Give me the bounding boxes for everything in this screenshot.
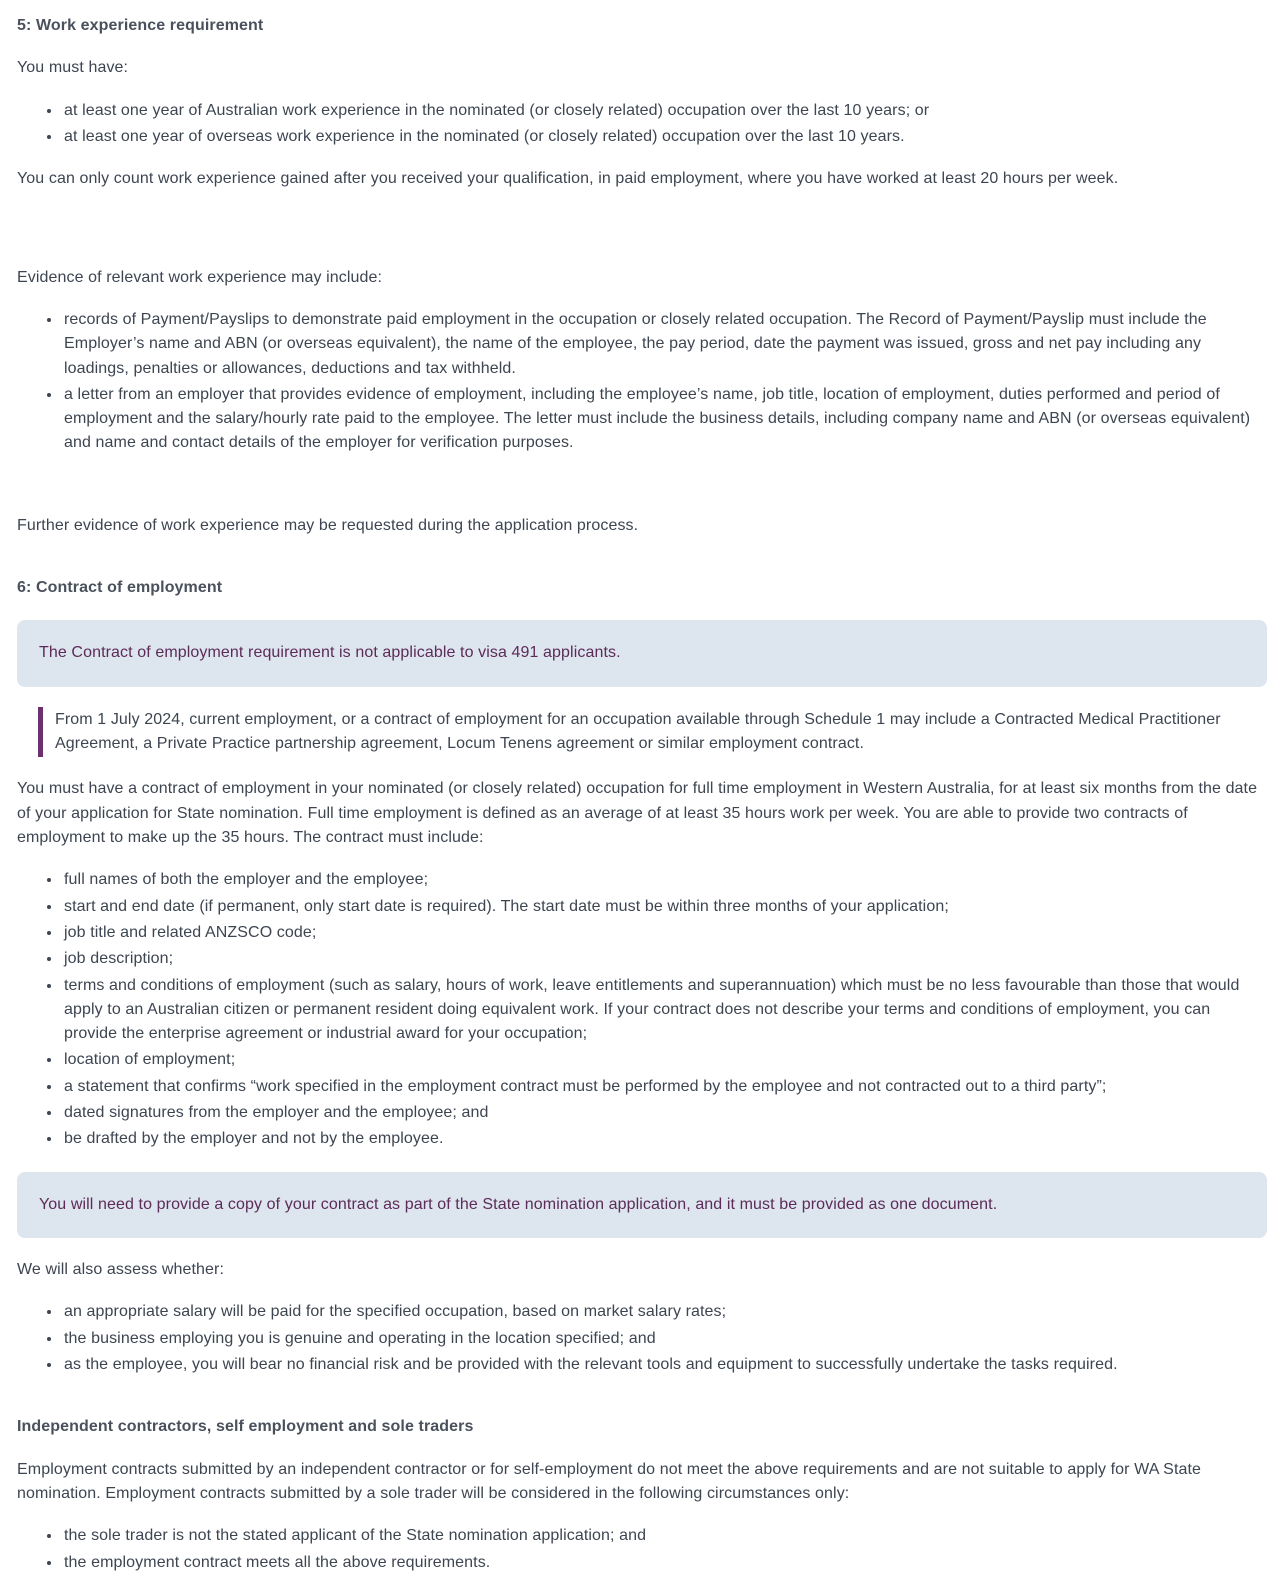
list-item: • the sole trader is not the stated applicant of the State nomination application; and [62,1524,1267,1548]
infobox-visa-491 [17,620,1267,686]
infobox-contract-copy-text: You will need to provide a copy of your contract as part of the State nomination application, and it must be provided as one document. [39,1195,998,1213]
list-item: • start and end date (if permanent, only start date is required). The start date must be within three months of your application; [62,895,1267,919]
list-item: • job description; [62,947,1267,971]
sole-trader-list [17,1524,1267,1575]
list-item: • at least one year of overseas work experience in the nominated (or closely related) occupation over the last 10 years. [62,125,1267,149]
list-item: • records of Payment/Payslips to demonstrate paid employment in the occupation or closely related occupation. The Record of Payment/Payslip must include the Employer’s name and ABN (or overseas equivalent), the name of the employee, the pay period, date the payment was issued, gross and net pay including any loadings, penalties or allowances, deductions and tax withheld. [62,308,1267,381]
contractors-intro: Employment contracts submitted by an independent contractor or for self-employment do not meet the above requirements and are not suitable to apply for WA State nomination. Employment contracts submitted by a sole trader will be considered in the following circumstances only: [17,1460,1202,1502]
evidence-list [17,308,1267,456]
list-item: • terms and conditions of employment (such as salary, hours of work, leave entitlements and superannuation) which must be no less favourable than those that would apply to an Australian citizen or permanent resident doing equivalent work. If your contract does not describe your terms and conditions of employment, you can provide the enterprise agreement or industrial award for your occupation; [62,974,1267,1047]
list-item: • full names of both the employer and the employee; [62,868,1267,892]
list-item: • a letter from an employer that provides evidence of employment, including the employee’s name, job title, location of employment, duties performed and period of employment and the salary/hourly rate paid to the employee. The letter must include the business details, including company name and ABN (or overseas equivalent) and name and contact details of the employer for verification purposes. [62,383,1267,456]
section-heading-contract: 6: Contract of employment [17,579,223,597]
list-item: • dated signatures from the employer and the employee; and [62,1101,1267,1125]
list-item: • an appropriate salary will be paid for the specified occupation, based on market salary rates; [62,1300,1267,1324]
list-item: • the employment contract meets all the above requirements. [62,1551,1267,1575]
assess-intro: We will also assess whether: [17,1261,225,1278]
list-item: • a statement that confirms “work specified in the employment contract must be performed by the employee and not contracted out to a third party”; [62,1075,1267,1099]
infobox-visa-491-text: The Contract of employment requirement is not applicable to visa 491 applicants. [39,644,621,662]
list-item: • the business employing you is genuine and operating in the location specified; and [62,1327,1267,1351]
work-experience-count-note: You can only count work experience gained after you received your qualification, in paid employment, where you have worked at least 20 hours per week. [17,170,1119,188]
blockquote-text: From 1 July 2024, current employment, or a contract of employment for an occupation available through Schedule 1 may include a Contracted Medical Practitioner Agreement, a Private Practice partnership agreement, Locum Tenens agreement or similar employment contract. [55,710,1221,752]
spacer [17,474,1267,496]
contract-requirements-list [17,868,1267,1151]
further-evidence-note: Further evidence of work experience may be requested during the application process. [17,516,639,534]
list-item: • job title and related ANZSCO code; [62,921,1267,945]
work-experience-intro: You must have: [17,59,129,77]
list-item: • at least one year of Australian work experience in the nominated (or closely related) occupation over the last 10 years; or [62,99,1267,123]
section-heading-contractors: Independent contractors, self employment and sole traders [17,1418,474,1436]
must-have-list [17,99,1267,150]
evidence-intro: Evidence of relevant work experience may include: [17,268,383,286]
list-item: • be drafted by the employer and not by the employee. [62,1127,1267,1151]
section-heading-work-experience: 5: Work experience requirement [17,17,264,34]
blockquote-july-2024 [38,707,1267,758]
spacer [17,210,1267,248]
infobox-contract-copy [17,1172,1267,1238]
contract-requirements-intro: You must have a contract of employment in your nominated (or closely related) occupation for full time employment in Western Australia, for at least six months from the date of your application for State nomination. Full time employment is defined as an average of at least 35 hours work per week. You are able to provide two contracts of employment to make up the 35 hours. The contract must include: [17,780,1258,846]
list-item: • location of employment; [62,1048,1267,1072]
list-item: • as the employee, you will bear no financial risk and be provided with the relevant tools and equipment to successfully undertake the tasks required. [62,1353,1267,1377]
assess-list [17,1300,1267,1377]
